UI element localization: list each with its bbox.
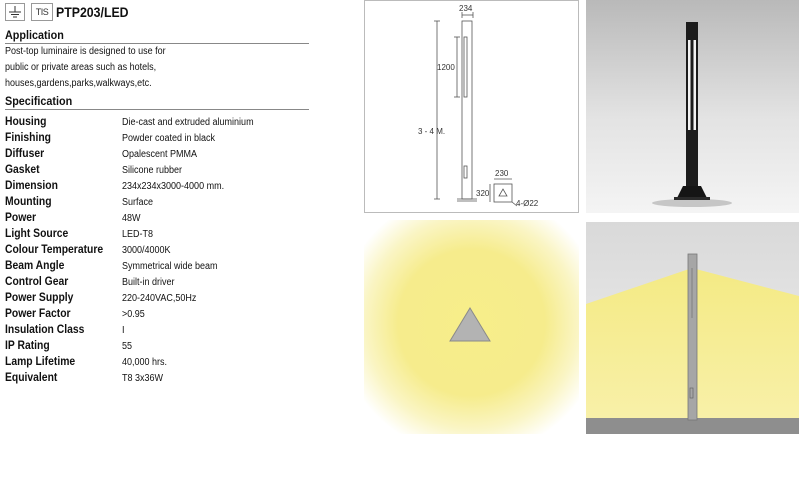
spec-value: T8 3x36W — [122, 372, 164, 384]
spec-label: Diffuser — [5, 148, 45, 160]
spec-label: Power — [5, 212, 37, 224]
spec-value: 220-240VAC,50Hz — [122, 292, 197, 304]
spec-value: >0.95 — [122, 308, 145, 320]
spec-row — [5, 274, 268, 290]
spec-value: 3000/4000K — [122, 244, 171, 256]
specification-table — [5, 114, 268, 386]
spec-label: Gasket — [5, 164, 40, 176]
spec-value: LED-T8 — [122, 228, 154, 240]
spec-row — [5, 114, 268, 130]
spec-label: Lamp Lifetime — [5, 356, 76, 368]
tis-mark-icon — [31, 3, 53, 21]
tis-badge-label: TIS — [35, 7, 49, 17]
spec-row — [5, 306, 268, 322]
spec-label: Light Source — [5, 228, 69, 240]
technical-drawing — [364, 0, 579, 213]
spec-label: IP Rating — [5, 340, 50, 352]
dim-top-label: 234 — [459, 4, 473, 13]
dim-lamp-label: 1200 — [437, 63, 455, 72]
spec-row — [5, 338, 268, 354]
spec-row — [5, 210, 268, 226]
spec-label: Insulation Class — [5, 324, 85, 336]
ground-symbol-icon — [5, 3, 25, 21]
spec-row — [5, 130, 268, 146]
application-heading: Application — [5, 28, 309, 44]
spec-row — [5, 290, 268, 306]
spec-row — [5, 178, 268, 194]
spec-value: 55 — [122, 340, 133, 352]
spec-label: Power Supply — [5, 292, 74, 304]
spec-label: Housing — [5, 116, 47, 128]
spec-value: Opalescent PMMA — [122, 148, 198, 160]
spec-value: Surface — [122, 196, 154, 208]
spec-row — [5, 258, 268, 274]
spec-row — [5, 370, 268, 386]
spec-value: Die-cast and extruded aluminium — [122, 116, 254, 128]
product-header — [5, 2, 138, 22]
spec-row — [5, 162, 268, 178]
spec-value: I — [122, 324, 125, 336]
specification-heading: Specification — [5, 94, 309, 110]
spec-label: Control Gear — [5, 276, 69, 288]
spec-value: Powder coated in black — [122, 132, 216, 144]
product-photo — [586, 0, 799, 213]
spec-row — [5, 146, 268, 162]
spec-label: Mounting — [5, 196, 52, 208]
spec-row — [5, 322, 268, 338]
spec-row — [5, 226, 268, 242]
spec-row — [5, 354, 268, 370]
application-line: houses,gardens,parks,walkways,etc. — [5, 78, 152, 89]
spec-label: Beam Angle — [5, 260, 65, 272]
spec-value: Symmetrical wide beam — [122, 260, 218, 272]
spec-row — [5, 242, 268, 258]
dim-base-width-label: 230 — [495, 169, 509, 178]
light-distribution-top-view — [364, 220, 579, 434]
light-distribution-side-view — [586, 222, 799, 434]
spec-label: Dimension — [5, 180, 58, 192]
application-line: public or private areas such as hotels, — [5, 62, 157, 73]
product-code: PTP203/LED — [56, 4, 129, 20]
spec-row — [5, 194, 268, 210]
dim-holes-label: 4-Ø22 — [516, 199, 539, 208]
application-line: Post-top luminaire is designed to use for — [5, 46, 166, 57]
spec-label: Finishing — [5, 132, 51, 144]
spec-value: 48W — [122, 212, 141, 224]
spec-value: 234x234x3000-4000 mm. — [122, 180, 225, 192]
spec-value: 40,000 hrs. — [122, 356, 168, 368]
spec-value: Silicone rubber — [122, 164, 183, 176]
dim-base-depth-label: 320 — [476, 189, 490, 198]
dim-height-label: 3 - 4 M. — [418, 127, 446, 136]
spec-label: Power Factor — [5, 308, 71, 320]
application-description — [5, 44, 265, 92]
spec-label: Equivalent — [5, 372, 58, 384]
spec-label: Colour Temperature — [5, 244, 104, 256]
spec-value: Built-in driver — [122, 276, 175, 288]
